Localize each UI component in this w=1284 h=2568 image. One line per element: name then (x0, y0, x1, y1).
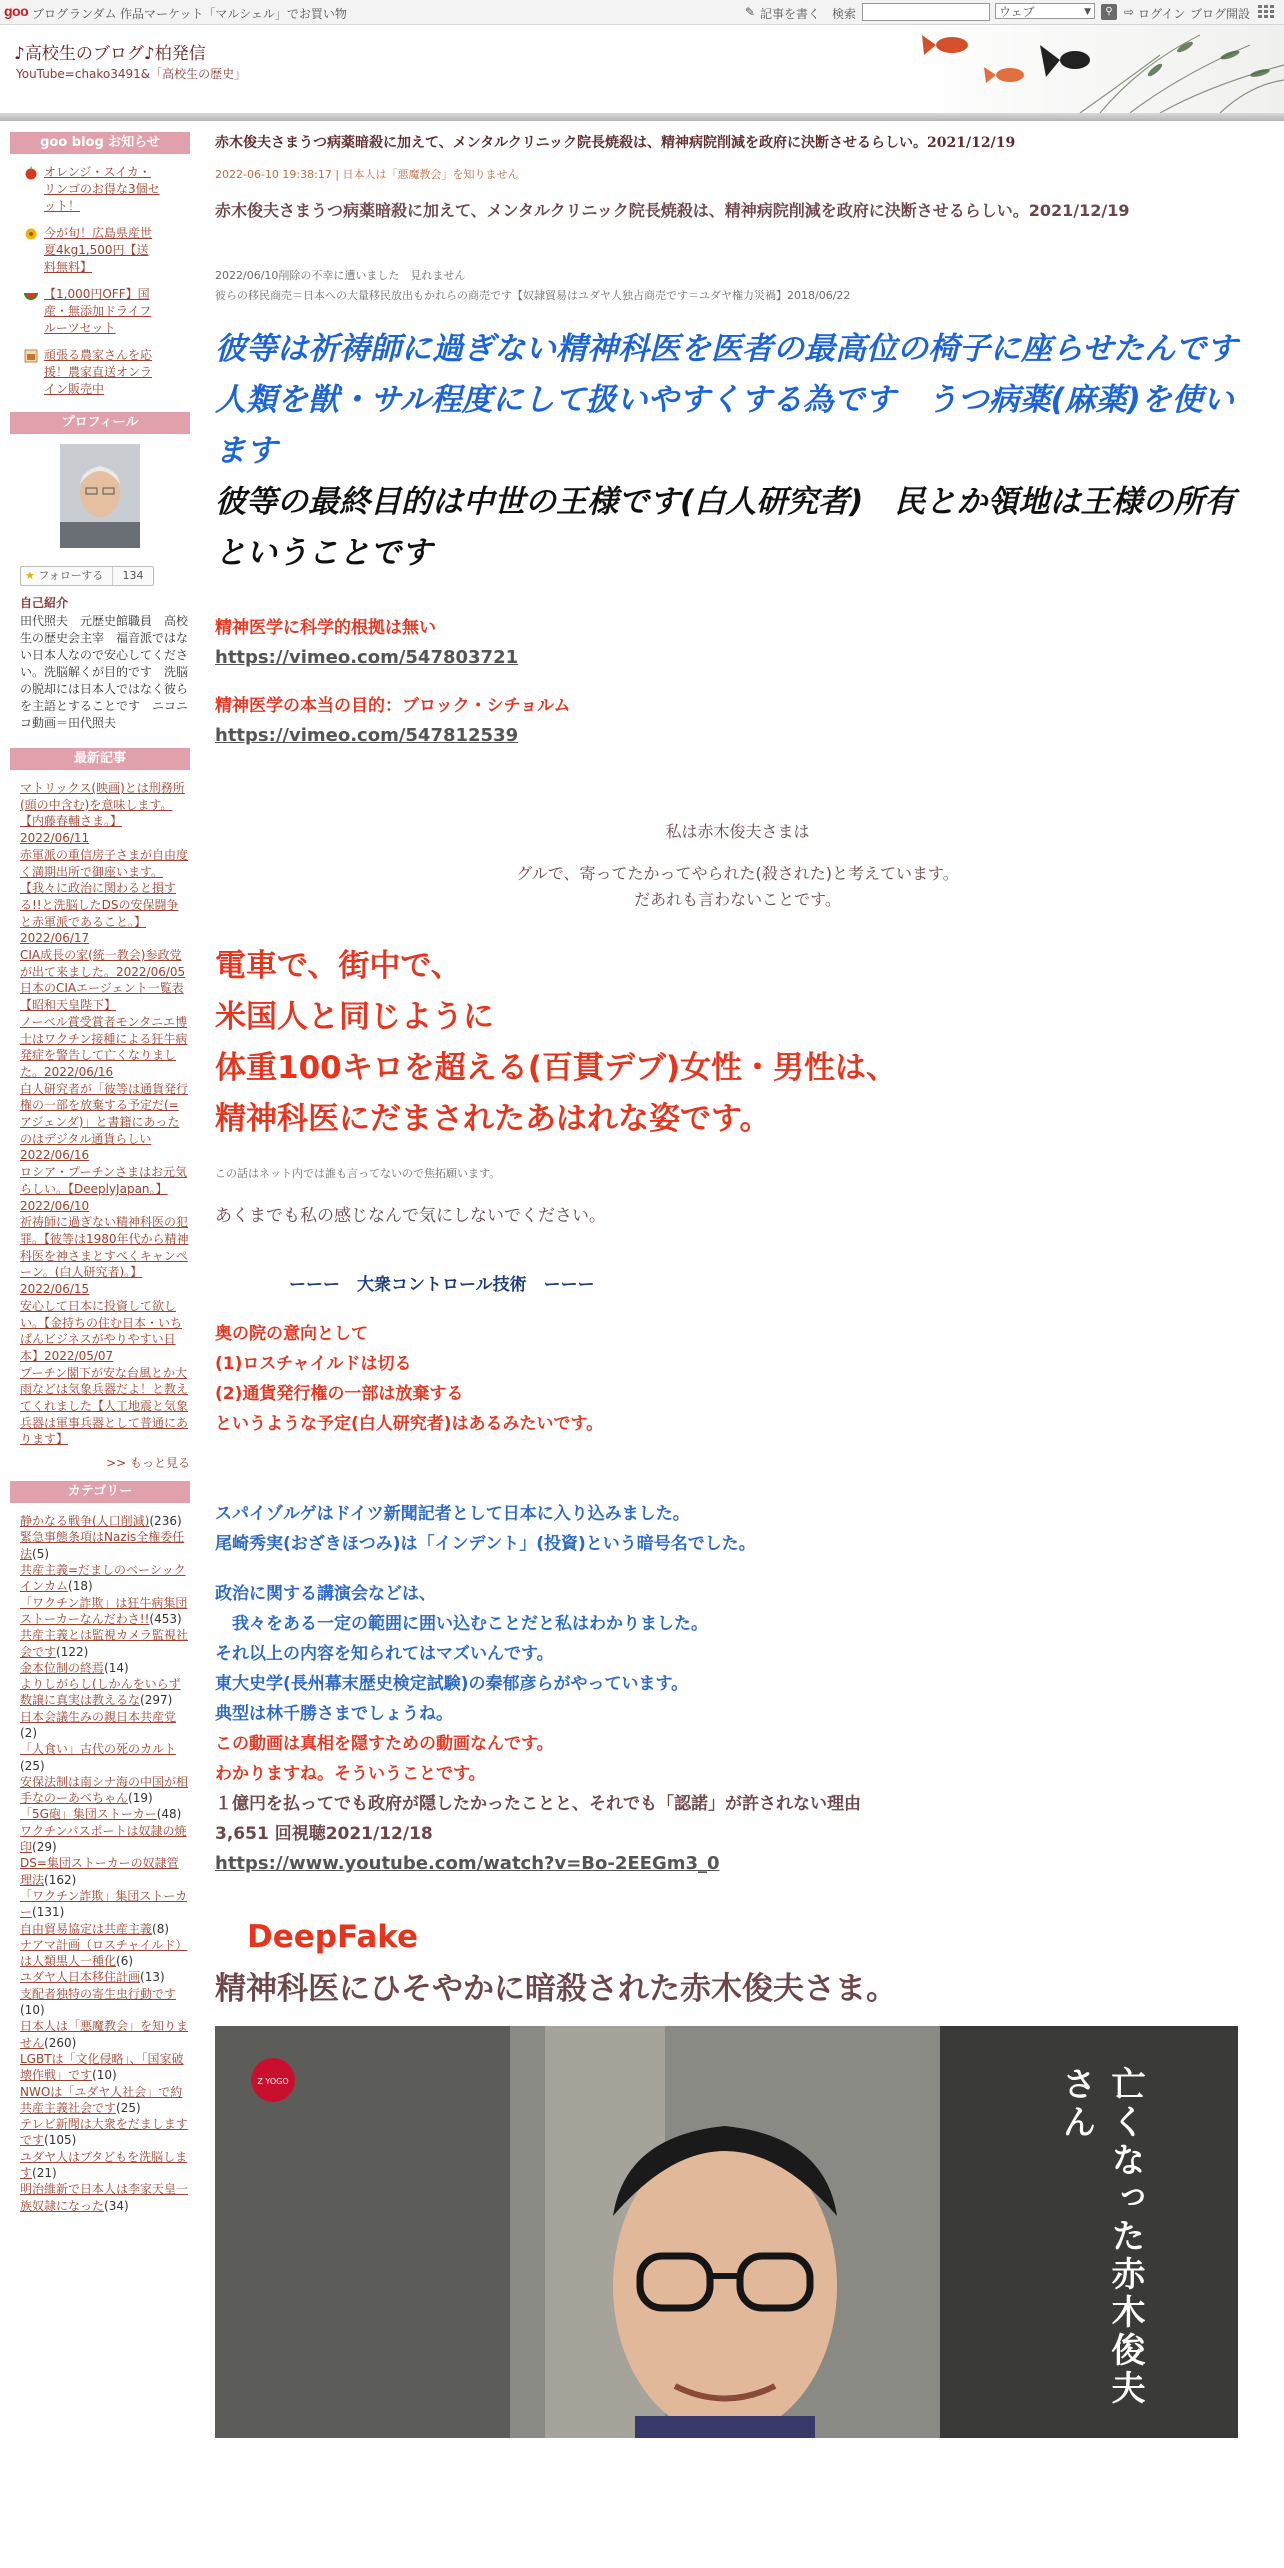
category-item[interactable] (20, 1888, 190, 1921)
apps-grid-icon[interactable] (1258, 5, 1274, 19)
center-line: 私は赤木俊夫さまは (665, 822, 810, 841)
category-item[interactable] (20, 2181, 190, 2214)
notice-item[interactable] (24, 225, 190, 276)
big-red-line: 米国人と同じように (215, 999, 494, 1035)
category-list (20, 1513, 190, 2214)
article-photo[interactable] (215, 2026, 1238, 2438)
self-intro-text: 田代照夫 元歴史館職員 高校生の歴史会主宰 福音派ではない日本人なので安心してください。洗脳解くが目的です 洗脳の脱却には日本人ではなく彼らを主語とすることです ニコニコ動画＝田代照夫 (20, 614, 189, 730)
category-link[interactable]: 自由貿易協定は共産主義 (20, 1921, 153, 1936)
search-input[interactable] (862, 3, 990, 21)
center-line: だあれも言わないことです。 (634, 890, 841, 909)
recent-article-link[interactable]: 白人研究者が「彼等は通貨発行権の一部を放棄する予定だ(=アジェンダ)」と書籍にあったのはデジタル通貨らしい2022/06/16 (20, 1081, 189, 1163)
category-count: (105) (44, 2133, 77, 2148)
follow-button[interactable] (20, 566, 154, 586)
recent-articles-list (20, 780, 190, 1448)
category-link[interactable]: テレビ新聞は大衆をだましますです (20, 2117, 188, 2148)
category-heading: カテゴリー (10, 1481, 190, 1503)
category-item[interactable] (20, 1937, 190, 1970)
notice-link[interactable]: 【1,000円OFF】国産・無添加ドライフルーツセット (44, 287, 152, 335)
header-divider (0, 113, 1284, 121)
entry-subtitle: 赤木俊夫さまうつ病薬暗殺に加えて、メンタルクリニック院長焼殺は、精神病院削減を政府に決断させるらしい。2021/12/19 (215, 201, 1130, 220)
big-red-line: 体重100キロを超える(百貫デブ)女性・男性は、 (215, 1050, 898, 1086)
feel-note: あくまでも私の感じなんで気にしないでください。 (215, 1206, 606, 1226)
category-link[interactable]: 「5G砲」集団ストーカー (20, 1807, 157, 1822)
category-item[interactable] (20, 1823, 190, 1856)
profile-avatar[interactable] (60, 444, 140, 548)
headline-blue: 人類を獣・サル程度にして扱いやすくする為です うつ病薬(麻薬)を使います (215, 382, 1234, 469)
blue-list-item: 東大史学(長州幕末歴史検定試験)の秦郁彦らがやっています。 (215, 1674, 689, 1694)
blue-list-item: それ以上の内容を知られてはマズいんです。 (215, 1644, 554, 1664)
recent-article-link[interactable]: マトリックス(映画)とは刑務所(頭の中含む)を意味します。【内藤春輔さま。】2022/06/11 (20, 781, 185, 846)
category-count: (18) (68, 1579, 93, 1594)
red-list (215, 1319, 1260, 1439)
category-item[interactable] (20, 2084, 190, 2117)
red-note: わかりますね。そういうことです。 (215, 1764, 486, 1784)
category-link[interactable]: 静かなる戦争(人口削減) (20, 1514, 150, 1529)
category-count: (25) (116, 2100, 141, 2115)
red-list-item: (2)通貨発行権の一部は放棄する (215, 1384, 464, 1404)
category-item[interactable] (20, 2116, 190, 2149)
watermelon-icon (24, 288, 38, 302)
red-list-item: 奥の院の意向として (215, 1324, 368, 1344)
category-item[interactable] (20, 1660, 190, 1676)
more-link[interactable]: >> もっと見る (106, 1456, 190, 1471)
blue-list-item: 政治に関する講演会などは、 (215, 1584, 436, 1604)
video-description: １億円を払ってでも政府が隠したかったことと、それでも「認諾」が許されない理由 (215, 1794, 861, 1814)
search-icon[interactable]: ⚲ (1101, 4, 1117, 20)
deepfake-heading: DeepFake (247, 1919, 419, 1955)
category-link[interactable]: LGBTは「文化侵略」、「国家破壊作戦」です (20, 2051, 184, 2083)
center-line: グルで、寄ってたかってやられた(殺された)と考えています。 (516, 864, 959, 883)
category-link[interactable]: NWOは「ユダヤ人社会」で約共産主義社会です (20, 2084, 183, 2115)
category-item[interactable] (20, 1741, 190, 1774)
headline-blue: 彼等は祈祷師に過ぎない精神科医を医者の最高位の椅子に座らせたんです (215, 331, 1238, 367)
notice-item[interactable] (24, 286, 190, 337)
category-item[interactable] (20, 1562, 190, 1595)
recent-article-link[interactable]: ノーベル賞受賞者モンタニエ博士はワクチン接種による狂牛病発症を警告して亡くなりました。2022/06/16 (20, 1014, 188, 1079)
category-item[interactable] (20, 1774, 190, 1807)
blog-subtitle: YouTube=chako3491&「高校生の歴史」 (16, 67, 247, 81)
blog-title[interactable]: ♪高校生のブログ♪柏発信 (14, 44, 206, 64)
category-link[interactable]: ナアマ計画（ロスチャイルド）は人類黒人一種化 (20, 1937, 188, 1969)
open-blog-link[interactable]: ブログ開設 (1190, 7, 1251, 21)
category-count: (131) (32, 1905, 65, 1920)
category-count: (19) (128, 1791, 153, 1806)
category-count: (122) (56, 1644, 89, 1659)
recent-heading: 最新記事 (10, 748, 190, 770)
category-link[interactable]: DS=集団ストーカーの奴隷管理法 (20, 1856, 179, 1887)
category-link[interactable]: 支配者独特の寄生虫行動です (20, 1986, 177, 2001)
recent-article-link[interactable]: 赤軍派の重信房子さまが自由度く満期出所で御座います。【我々に政治に関わると損する!!と洗脳したDSの安保闘争と赤軍派であること。】2022/06/17 (20, 847, 189, 946)
category-count: (34) (104, 2198, 129, 2213)
category-link[interactable]: 「ワクチン詐欺」集団ストーカー (20, 1888, 188, 1920)
follower-count: 134 (112, 567, 153, 585)
mass-control-heading: ーーー 大衆コントロール技術 ーーー (289, 1275, 595, 1295)
view-count: 3,651 回視聴2021/12/18 (215, 1824, 433, 1844)
category-item[interactable] (20, 1676, 190, 1709)
photo-overlay-text: 亡くなった赤木俊夫さん (1056, 2066, 1145, 2408)
recent-article-link[interactable]: 日本のCIAエージェント一覧表【昭和天皇陛下】 (20, 981, 184, 1013)
photo-caption: 精神科医にひそやかに暗殺された赤木俊夫さま。 (215, 1971, 897, 2007)
category-count: (453) (149, 1611, 182, 1626)
self-intro-title: 自己紹介 (20, 596, 69, 610)
toolbar-link-random[interactable]: ランダム (69, 7, 117, 21)
category-link[interactable]: 日本会議生みの親日本共産党 (20, 1709, 177, 1724)
category-count: (2) (20, 1725, 37, 1740)
notice-line: 彼らの移民商売＝日本への大量移民放出もかれらの商売です【奴隷貿易はユダヤ人独占商売です＝ユダヤ権力災禍】2018/06/22 (215, 289, 851, 302)
red-list-item: (1)ロスチャイルドは切る (215, 1354, 412, 1374)
toolbar-link-market[interactable]: 作品マーケット「マルシェル」でお買い物 (120, 7, 347, 21)
blue-list-item: 尾崎秀実(おざきほつみ)は「インデント」(投資)という暗号名でした。 (215, 1534, 756, 1554)
entry-date-link[interactable]: 2022-06-10 19:38:17 (215, 168, 332, 181)
farm-icon (24, 349, 38, 363)
headline-black: 彼等の最終目的は中世の王様です(白人研究者) 民とか領地は王様の所有ということです (215, 484, 1236, 571)
category-link[interactable]: ワクチンパスポートは奴隷の焼印 (20, 1823, 187, 1855)
category-link[interactable]: ユダヤ人日本移住計画 (20, 1970, 141, 1985)
category-item[interactable] (20, 1806, 190, 1822)
recent-article-link[interactable]: 安心して日本に投資して欲しい。【金持ちの住む日本・いちばんビジネスがやりやすい日本】2022/05/07 (20, 1298, 183, 1363)
category-item[interactable] (20, 1595, 190, 1628)
category-link[interactable]: 共産主義とは監視カメラ監視社会です (20, 1628, 189, 1659)
category-count: (10) (20, 2003, 45, 2018)
video-link[interactable]: https://vimeo.com/547812539 (215, 725, 519, 746)
sidebar (10, 132, 190, 2214)
category-count: (5) (32, 1546, 50, 1561)
category-count: (162) (44, 1872, 77, 1887)
category-count: (25) (20, 1758, 45, 1773)
blue-list-item: スパイゾルゲはドイツ新聞記者として日本に入り込みました。 (215, 1504, 690, 1524)
category-count: (10) (92, 2068, 117, 2083)
category-count: (48) (156, 1807, 182, 1822)
avatar-portrait (60, 444, 140, 548)
category-link[interactable]: ユダヤ人はブタどもを洗脳します (20, 2149, 188, 2180)
profile-heading: プロフィール (10, 412, 190, 434)
category-link[interactable]: 日本人は「悪魔教会」を知りません (20, 2019, 189, 2050)
notice-link[interactable]: 今が旬！広島県産世夏4kg1,500円【送料無料】 (44, 226, 153, 274)
recent-article-link[interactable]: ロシア・プーチンさまはお元気らしい。【DeeplyJapan。】2022/06/10 (20, 1165, 188, 1213)
category-item[interactable] (20, 1627, 190, 1660)
red-list-item: というような予定(白人研究者)はあるみたいです。 (215, 1414, 604, 1434)
tiny-note: この話はネット内では誰も言ってないので焦拓願います。 (215, 1167, 501, 1180)
notice-heading: goo blog お知らせ (10, 132, 190, 154)
red-note: この動画は真相を隠すための動画なんです。 (215, 1734, 554, 1754)
toolbar-link-blog[interactable]: ブログ (32, 7, 69, 21)
login-icon: ⇨ (1124, 5, 1135, 19)
category-count: (297) (140, 1693, 173, 1708)
category-count: (8) (152, 1921, 170, 1936)
category-count: (13) (140, 1970, 165, 1985)
category-item[interactable] (20, 2149, 190, 2182)
category-item[interactable] (20, 1529, 190, 1562)
recent-article-link[interactable]: プーチン閣下が安な台風とか大雨などは気象兵器だよ！と教えてくれました【人工地震と気象兵器は軍事兵器として普通にあります】 (20, 1365, 189, 1447)
category-count: (236) (149, 1514, 182, 1529)
search-scope-select[interactable]: ウェブ ▼ (995, 3, 1095, 19)
recent-article-link[interactable]: 祈祷師に過ぎない精神科医の犯罪。【彼等は1980年代から精神科医を神さまとすべくキャンペーン。(白人研究者)。】2022/06/15 (20, 1215, 189, 1297)
category-link[interactable]: よりしがらし(しかんをいらず数譲に真実は教えるな (20, 1677, 181, 1708)
grape-icon (24, 227, 38, 241)
category-link[interactable]: 明治維新で日本人は李家天皇一族奴隷になった (20, 2182, 189, 2213)
category-count: (6) (116, 1954, 134, 1969)
youtube-link[interactable]: https://www.youtube.com/watch?v=Bo-2EEGm3_0 (215, 1853, 720, 1874)
category-item[interactable] (20, 2018, 190, 2051)
login-link[interactable]: ログイン (1138, 7, 1186, 21)
category-count: (29) (32, 1840, 57, 1855)
entry-category-link[interactable]: 日本人は「悪魔教会」を知りません (342, 168, 519, 181)
chevron-down-icon: ▼ (1084, 7, 1091, 17)
blog-header (0, 25, 1284, 113)
svg-text:Z YOGO: Z YOGO (257, 2077, 289, 2086)
category-item[interactable] (20, 2051, 190, 2084)
category-link[interactable]: 「人食い」古代の死のカルト (20, 1742, 177, 1757)
category-item[interactable] (20, 1855, 190, 1888)
red-heading: 精神医学の本当の目的：ブロック・シチョルム (215, 696, 571, 716)
category-count: (14) (104, 1660, 129, 1675)
main-content (215, 132, 1260, 2438)
goo-logo[interactable]: goo (4, 3, 29, 19)
notice-item[interactable] (24, 347, 190, 398)
category-item[interactable] (20, 1513, 190, 1529)
category-link[interactable]: 共産主義=だましのベーシックインカム (20, 1563, 186, 1594)
star-icon: ★ (25, 569, 35, 582)
blue-list-item: 典型は林千勝さまでしょうね。 (215, 1704, 453, 1724)
category-link[interactable]: 緊急事態条項はNazis全権委任法 (20, 1530, 185, 1561)
pencil-icon[interactable]: ✎ (745, 5, 756, 19)
video-link[interactable]: https://vimeo.com/547803721 (215, 647, 519, 668)
top-toolbar (0, 0, 1284, 25)
category-item[interactable] (20, 1921, 190, 1937)
write-article-link[interactable]: 記事を書く (760, 7, 821, 21)
search-label: 検索 (832, 7, 857, 21)
red-heading: 精神医学に科学的根拠は無い (215, 618, 436, 638)
category-item[interactable] (20, 1709, 190, 1742)
entry-title[interactable]: 赤木俊夫さまうつ病薬暗殺に加えて、メンタルクリニック院長焼殺は、精神病院削減を政府に決断させるらしい。2021/12/19 (215, 135, 1016, 151)
category-item[interactable] (20, 1969, 190, 1985)
goldfish-header-image (900, 25, 1284, 113)
blue-list (215, 1499, 1260, 1849)
notice-link[interactable]: オレンジ・スイカ・リンゴのお得な3個セット！ (44, 165, 160, 213)
recent-article-link[interactable]: CIA成長の家(統一教会)参政党が出て来ました。2022/06/05 (20, 948, 186, 979)
follow-label: フォローする (38, 569, 104, 582)
category-link[interactable]: 安保法制は南シナ海の中国が相手なのーあべちゃん (20, 1774, 189, 1806)
big-red-line: 精神科医にだまされたあはれな姿です。 (215, 1101, 771, 1137)
big-red-line: 電車で、街中で、 (215, 948, 462, 984)
category-item[interactable] (20, 1986, 190, 2019)
apple-icon (24, 166, 38, 180)
category-link[interactable]: 金本位制の終焉 (20, 1660, 105, 1675)
category-link[interactable]: 「ワクチン詐欺」は狂牛病集団ストーカーなんだわさ!! (20, 1595, 188, 1626)
notice-item[interactable] (24, 164, 190, 215)
category-count: (260) (44, 2035, 77, 2050)
entry-meta: 2022-06-10 19:38:17 | 日本人は「悪魔教会」を知りません (215, 168, 519, 181)
notice-line: 2022/06/10削除の不幸に遭いました 見れません (215, 269, 466, 282)
notice-link[interactable]: 頑張る農家さんを応援！農家直送オンライン販売中 (44, 348, 153, 396)
blue-list-item: 我々をある一定の範囲に囲い込むことだと私はわかりました。 (215, 1614, 708, 1634)
category-count: (21) (32, 2166, 57, 2180)
